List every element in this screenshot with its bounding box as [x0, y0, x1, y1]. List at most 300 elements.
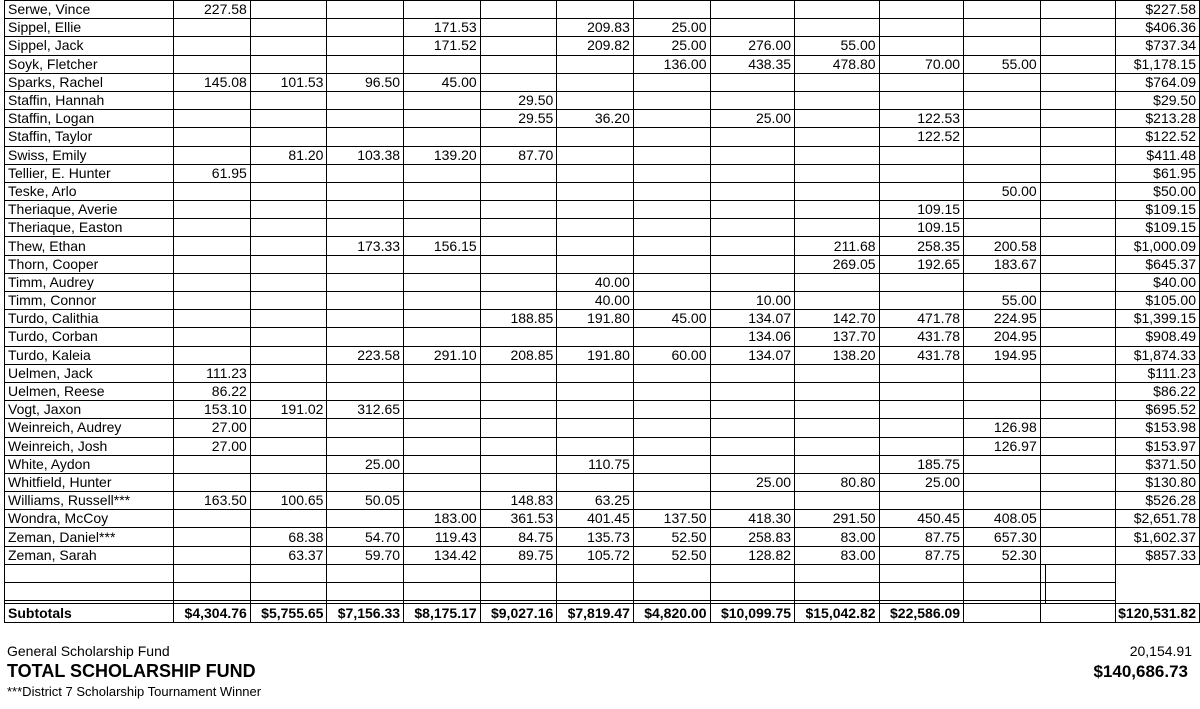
- amount-cell: 291.50: [795, 510, 880, 528]
- table-row: [5, 110, 1200, 128]
- student-name: Timm, Connor: [5, 292, 174, 310]
- row-total: $213.28: [1116, 110, 1200, 128]
- row-total: $109.15: [1116, 201, 1200, 219]
- amount-cell: [964, 1, 1041, 19]
- amount-cell: [174, 110, 251, 128]
- empty-cell: [1040, 419, 1115, 437]
- amount-cell: [710, 492, 795, 510]
- amount-cell: [710, 419, 795, 437]
- amount-cell: 109.15: [879, 201, 964, 219]
- amount-cell: 137.50: [633, 510, 710, 528]
- amount-cell: [480, 455, 557, 473]
- amount-cell: 209.83: [557, 19, 634, 37]
- subtotal-cell: $7,819.47: [557, 604, 634, 623]
- amount-cell: [879, 382, 964, 400]
- amount-cell: 86.22: [174, 382, 251, 400]
- amount-cell: [480, 419, 557, 437]
- amount-cell: [879, 73, 964, 91]
- table-row: [5, 473, 1200, 491]
- amount-cell: [633, 128, 710, 146]
- subtotal-cell: $4,304.76: [174, 604, 251, 623]
- amount-cell: [404, 492, 481, 510]
- amount-cell: [964, 473, 1041, 491]
- amount-cell: [964, 146, 1041, 164]
- row-total: $371.50: [1116, 455, 1200, 473]
- amount-cell: [557, 73, 634, 91]
- amount-cell: [327, 382, 404, 400]
- row-total: $737.34: [1116, 37, 1200, 55]
- amount-cell: 142.70: [795, 310, 880, 328]
- amount-cell: 87.75: [879, 528, 964, 546]
- amount-cell: 657.30: [964, 528, 1041, 546]
- amount-cell: [250, 91, 327, 109]
- amount-cell: [174, 201, 251, 219]
- table-row: [5, 255, 1200, 273]
- amount-cell: [710, 219, 795, 237]
- amount-cell: [174, 546, 251, 564]
- total-fund-value: $140,686.73: [1093, 662, 1188, 681]
- amount-cell: [795, 219, 880, 237]
- table-row: [5, 19, 1200, 37]
- amount-cell: [174, 219, 251, 237]
- amount-cell: [964, 492, 1041, 510]
- amount-cell: [250, 219, 327, 237]
- amount-cell: [480, 219, 557, 237]
- amount-cell: 25.00: [710, 473, 795, 491]
- amount-cell: 431.78: [879, 328, 964, 346]
- amount-cell: [879, 492, 964, 510]
- empty-cell: [633, 564, 710, 582]
- amount-cell: 312.65: [327, 401, 404, 419]
- student-name: Williams, Russell***: [5, 492, 174, 510]
- amount-cell: [795, 364, 880, 382]
- subtotal-cell: $9,027.16: [480, 604, 557, 623]
- amount-cell: [633, 401, 710, 419]
- row-total: $908.49: [1116, 328, 1200, 346]
- amount-cell: 418.30: [710, 510, 795, 528]
- amount-cell: 276.00: [710, 37, 795, 55]
- student-name: Turdo, Kaleia: [5, 346, 174, 364]
- scholarship-ledger-table: [4, 0, 1200, 623]
- amount-cell: [480, 201, 557, 219]
- amount-cell: [404, 182, 481, 200]
- table-row: [5, 182, 1200, 200]
- amount-cell: 194.95: [964, 346, 1041, 364]
- student-name: Turdo, Calithia: [5, 310, 174, 328]
- row-total: $1,602.37: [1116, 528, 1200, 546]
- amount-cell: [879, 273, 964, 291]
- table-row: [5, 237, 1200, 255]
- amount-cell: 188.85: [480, 310, 557, 328]
- amount-cell: [250, 419, 327, 437]
- empty-cell: [1040, 401, 1115, 419]
- amount-cell: [557, 164, 634, 182]
- amount-cell: [633, 1, 710, 19]
- subtotal-cell: $8,175.17: [404, 604, 481, 623]
- empty-cell: [174, 564, 251, 582]
- subtotal-cell: $10,099.75: [710, 604, 795, 623]
- amount-cell: 173.33: [327, 237, 404, 255]
- amount-cell: [964, 273, 1041, 291]
- empty-cell: [557, 564, 634, 582]
- amount-cell: [633, 182, 710, 200]
- amount-cell: [404, 273, 481, 291]
- empty-cell: [5, 564, 174, 582]
- empty-cell: [964, 583, 1041, 601]
- amount-cell: [327, 510, 404, 528]
- empty-cell: [480, 583, 557, 601]
- student-name: Whitfield, Hunter: [5, 473, 174, 491]
- table-row: [5, 510, 1200, 528]
- amount-cell: [795, 110, 880, 128]
- table-row: [5, 546, 1200, 564]
- row-total: $1,178.15: [1116, 55, 1200, 73]
- amount-cell: 103.38: [327, 146, 404, 164]
- amount-cell: [879, 419, 964, 437]
- amount-cell: 63.37: [250, 546, 327, 564]
- amount-cell: 52.50: [633, 528, 710, 546]
- amount-cell: 145.08: [174, 73, 251, 91]
- amount-cell: [633, 219, 710, 237]
- amount-cell: [327, 255, 404, 273]
- amount-cell: 208.85: [480, 346, 557, 364]
- amount-cell: [174, 346, 251, 364]
- amount-cell: 59.70: [327, 546, 404, 564]
- amount-cell: [879, 19, 964, 37]
- amount-cell: 50.05: [327, 492, 404, 510]
- amount-cell: 438.35: [710, 55, 795, 73]
- amount-cell: [327, 364, 404, 382]
- student-name: Uelmen, Jack: [5, 364, 174, 382]
- amount-cell: [174, 182, 251, 200]
- table-row: [5, 328, 1200, 346]
- empty-cell: [710, 564, 795, 582]
- empty-cell: [1040, 55, 1115, 73]
- amount-cell: [174, 19, 251, 37]
- amount-cell: [557, 255, 634, 273]
- row-total: $411.48: [1116, 146, 1200, 164]
- empty-cell: [1040, 273, 1115, 291]
- amount-cell: [327, 91, 404, 109]
- empty-cell: [1040, 164, 1115, 182]
- amount-cell: 87.75: [879, 546, 964, 564]
- table-row: [5, 128, 1200, 146]
- amount-cell: 60.00: [633, 346, 710, 364]
- row-total: $40.00: [1116, 273, 1200, 291]
- amount-cell: [879, 292, 964, 310]
- amount-cell: 110.75: [557, 455, 634, 473]
- amount-cell: [710, 455, 795, 473]
- amount-cell: [879, 91, 964, 109]
- amount-cell: [404, 110, 481, 128]
- amount-cell: [327, 164, 404, 182]
- row-total: $29.50: [1116, 91, 1200, 109]
- student-name: Soyk, Fletcher: [5, 55, 174, 73]
- amount-cell: [633, 364, 710, 382]
- row-total: $111.23: [1116, 364, 1200, 382]
- amount-cell: [633, 328, 710, 346]
- amount-cell: [633, 437, 710, 455]
- amount-cell: [633, 255, 710, 273]
- amount-cell: [327, 128, 404, 146]
- amount-cell: [964, 110, 1041, 128]
- amount-cell: [327, 473, 404, 491]
- amount-cell: 126.97: [964, 437, 1041, 455]
- amount-cell: [795, 401, 880, 419]
- amount-cell: [964, 37, 1041, 55]
- amount-cell: [633, 273, 710, 291]
- amount-cell: [795, 419, 880, 437]
- amount-cell: [404, 310, 481, 328]
- amount-cell: 185.75: [879, 455, 964, 473]
- amount-cell: 10.00: [710, 292, 795, 310]
- empty-cell: [1040, 110, 1115, 128]
- amount-cell: [795, 1, 880, 19]
- amount-cell: [404, 128, 481, 146]
- amount-cell: [633, 164, 710, 182]
- table-row: [5, 73, 1200, 91]
- amount-cell: 153.10: [174, 401, 251, 419]
- amount-cell: [964, 128, 1041, 146]
- amount-cell: [404, 382, 481, 400]
- amount-cell: [480, 255, 557, 273]
- row-total: $1,874.33: [1116, 346, 1200, 364]
- empty-cell: [795, 564, 880, 582]
- amount-cell: [327, 110, 404, 128]
- row-total: $153.98: [1116, 419, 1200, 437]
- amount-cell: [404, 201, 481, 219]
- empty-cell: [1045, 564, 1115, 582]
- amount-cell: 29.50: [480, 91, 557, 109]
- amount-cell: [879, 401, 964, 419]
- amount-cell: [404, 419, 481, 437]
- row-total: $50.00: [1116, 182, 1200, 200]
- amount-cell: [879, 1, 964, 19]
- table-row: [5, 37, 1200, 55]
- amount-cell: [327, 328, 404, 346]
- footnote: ***District 7 Scholarship Tournament Winner: [7, 684, 262, 699]
- amount-cell: [174, 146, 251, 164]
- amount-cell: [404, 455, 481, 473]
- amount-cell: 258.35: [879, 237, 964, 255]
- amount-cell: 27.00: [174, 437, 251, 455]
- row-total: $105.00: [1116, 292, 1200, 310]
- amount-cell: [879, 437, 964, 455]
- amount-cell: 80.80: [795, 473, 880, 491]
- empty-cell: [1040, 382, 1115, 400]
- amount-cell: [795, 128, 880, 146]
- amount-cell: [710, 237, 795, 255]
- empty-cell: [1040, 1, 1115, 19]
- amount-cell: [250, 164, 327, 182]
- amount-cell: [633, 110, 710, 128]
- amount-cell: 134.07: [710, 346, 795, 364]
- amount-cell: 134.07: [710, 310, 795, 328]
- amount-cell: [879, 182, 964, 200]
- amount-cell: [633, 201, 710, 219]
- amount-cell: [557, 146, 634, 164]
- amount-cell: 96.50: [327, 73, 404, 91]
- amount-cell: 401.45: [557, 510, 634, 528]
- amount-cell: 204.95: [964, 328, 1041, 346]
- amount-cell: 36.20: [557, 110, 634, 128]
- amount-cell: 478.80: [795, 55, 880, 73]
- row-total: $153.97: [1116, 437, 1200, 455]
- amount-cell: [795, 292, 880, 310]
- amount-cell: 25.00: [633, 37, 710, 55]
- amount-cell: [250, 110, 327, 128]
- student-name: Theriaque, Averie: [5, 201, 174, 219]
- empty-cell: [1040, 37, 1115, 55]
- amount-cell: 200.58: [964, 237, 1041, 255]
- amount-cell: [174, 91, 251, 109]
- amount-cell: [964, 455, 1041, 473]
- amount-cell: [480, 273, 557, 291]
- amount-cell: 209.82: [557, 37, 634, 55]
- amount-cell: 191.80: [557, 310, 634, 328]
- amount-cell: [250, 237, 327, 255]
- amount-cell: [327, 310, 404, 328]
- empty-cell: [404, 583, 481, 601]
- empty-cell: [1040, 310, 1115, 328]
- row-total: $130.80: [1116, 473, 1200, 491]
- amount-cell: [795, 91, 880, 109]
- amount-cell: [557, 201, 634, 219]
- student-name: Uelmen, Reese: [5, 382, 174, 400]
- amount-cell: [795, 437, 880, 455]
- empty-cell: [1040, 201, 1115, 219]
- amount-cell: [480, 328, 557, 346]
- amount-cell: [404, 292, 481, 310]
- amount-cell: [633, 237, 710, 255]
- amount-cell: [964, 364, 1041, 382]
- amount-cell: [633, 473, 710, 491]
- amount-cell: 54.70: [327, 528, 404, 546]
- amount-cell: [327, 437, 404, 455]
- amount-cell: 45.00: [404, 73, 481, 91]
- empty-cell: [1040, 91, 1115, 109]
- empty-cell: [1040, 455, 1115, 473]
- amount-cell: 135.73: [557, 528, 634, 546]
- row-total: $61.95: [1116, 164, 1200, 182]
- student-name: Swiss, Emily: [5, 146, 174, 164]
- student-name: Teske, Arlo: [5, 182, 174, 200]
- amount-cell: [964, 164, 1041, 182]
- subtotal-cell: $15,042.82: [795, 604, 880, 623]
- amount-cell: 211.68: [795, 237, 880, 255]
- amount-cell: 450.45: [879, 510, 964, 528]
- student-name: Serwe, Vince: [5, 1, 174, 19]
- amount-cell: 25.00: [879, 473, 964, 491]
- amount-cell: [633, 146, 710, 164]
- amount-cell: 136.00: [633, 55, 710, 73]
- amount-cell: [710, 1, 795, 19]
- total-fund-label: TOTAL SCHOLARSHIP FUND: [7, 661, 256, 681]
- student-name: Weinreich, Audrey: [5, 419, 174, 437]
- amount-cell: [633, 73, 710, 91]
- amount-cell: [404, 164, 481, 182]
- empty-cell: [1040, 128, 1115, 146]
- row-total: $227.58: [1116, 1, 1200, 19]
- amount-cell: [327, 273, 404, 291]
- amount-cell: [327, 19, 404, 37]
- table-row: [5, 419, 1200, 437]
- amount-cell: [480, 292, 557, 310]
- amount-cell: 61.95: [174, 164, 251, 182]
- empty-cell: [250, 583, 327, 601]
- amount-cell: [879, 364, 964, 382]
- amount-cell: 431.78: [879, 346, 964, 364]
- ledger-body: [5, 1, 1200, 623]
- empty-cell: [1040, 19, 1115, 37]
- amount-cell: 101.53: [250, 73, 327, 91]
- amount-cell: [250, 128, 327, 146]
- row-total: $86.22: [1116, 382, 1200, 400]
- general-fund-value: 20,154.91: [1129, 643, 1192, 659]
- amount-cell: [710, 73, 795, 91]
- amount-cell: 128.82: [710, 546, 795, 564]
- amount-cell: [710, 164, 795, 182]
- amount-cell: 148.83: [480, 492, 557, 510]
- amount-cell: 25.00: [327, 455, 404, 473]
- row-total: $857.33: [1116, 546, 1200, 564]
- empty-cell: [1040, 546, 1115, 564]
- amount-cell: [404, 364, 481, 382]
- student-name: Thorn, Cooper: [5, 255, 174, 273]
- empty-cell: [1040, 292, 1115, 310]
- amount-cell: 134.42: [404, 546, 481, 564]
- amount-cell: 126.98: [964, 419, 1041, 437]
- amount-cell: [557, 55, 634, 73]
- subtotal-cell: $5,755.65: [250, 604, 327, 623]
- amount-cell: [250, 473, 327, 491]
- amount-cell: 269.05: [795, 255, 880, 273]
- amount-cell: [795, 73, 880, 91]
- amount-cell: [557, 419, 634, 437]
- amount-cell: 137.70: [795, 328, 880, 346]
- amount-cell: 55.00: [795, 37, 880, 55]
- table-row: [5, 219, 1200, 237]
- subtotal-cell: $7,156.33: [327, 604, 404, 623]
- row-total: $1,000.09: [1116, 237, 1200, 255]
- amount-cell: [174, 473, 251, 491]
- amount-cell: [795, 164, 880, 182]
- empty-cell: [795, 583, 880, 601]
- amount-cell: [250, 182, 327, 200]
- amount-cell: [964, 73, 1041, 91]
- amount-cell: [879, 37, 964, 55]
- amount-cell: [557, 437, 634, 455]
- subtotals-label: Subtotals: [5, 604, 174, 623]
- student-name: Staffin, Taylor: [5, 128, 174, 146]
- amount-cell: [557, 91, 634, 109]
- student-name: Weinreich, Josh: [5, 437, 174, 455]
- amount-cell: [327, 55, 404, 73]
- amount-cell: [327, 37, 404, 55]
- amount-cell: 122.52: [879, 128, 964, 146]
- amount-cell: 63.25: [557, 492, 634, 510]
- amount-cell: 68.38: [250, 528, 327, 546]
- amount-cell: [710, 382, 795, 400]
- amount-cell: [250, 19, 327, 37]
- amount-cell: [480, 1, 557, 19]
- amount-cell: 109.15: [879, 219, 964, 237]
- amount-cell: [174, 237, 251, 255]
- empty-cell: [1040, 492, 1115, 510]
- subtotal-cell: $22,586.09: [879, 604, 964, 623]
- empty-cell: [1040, 73, 1115, 91]
- amount-cell: [710, 128, 795, 146]
